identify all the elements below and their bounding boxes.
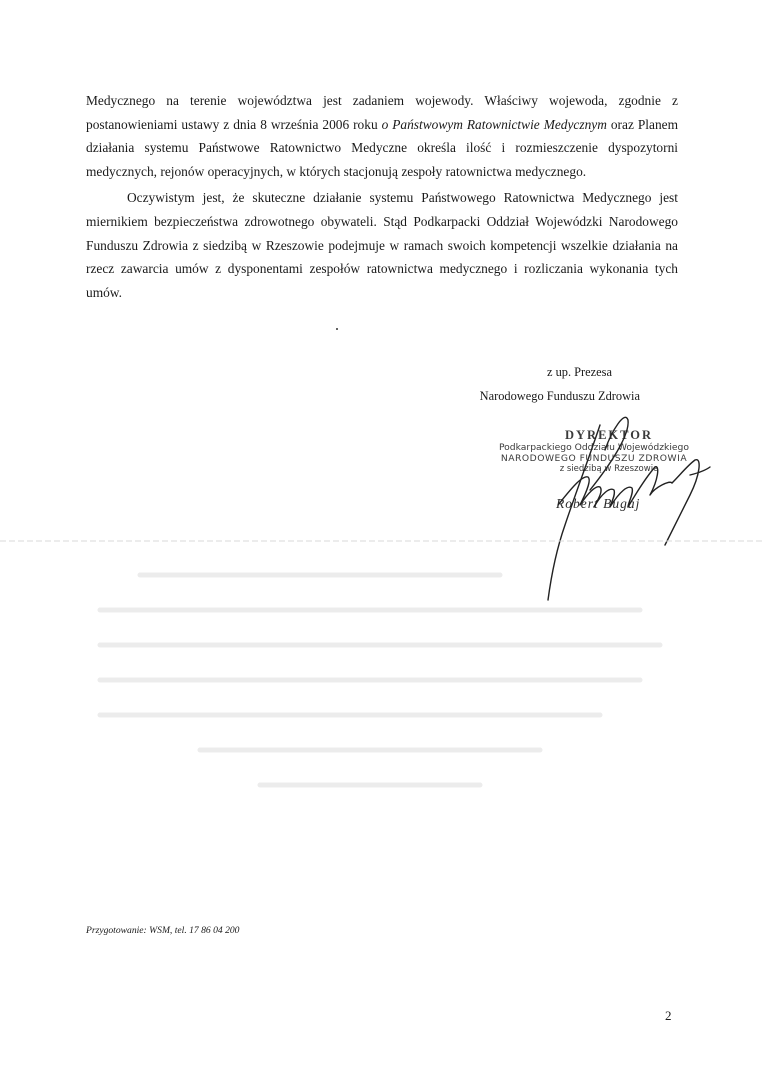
stamp-org-line-1: Podkarpackiego Oddziału Wojewódzkiego	[498, 442, 690, 453]
paragraph-1-part1: Medycznego na terenie województwa jest zadaniem wojewody. Właściwy wojewoda, zgodnie z postanowieniami ustawy z dnia 8 września 2006 roku	[86, 93, 678, 132]
bleed-through-shadow	[80, 560, 680, 820]
signature-line-1: z up. Prezesa	[546, 365, 612, 379]
stray-dot	[336, 328, 338, 330]
scan-artifact-line	[0, 540, 764, 542]
stamp-title: DYREKTOR	[564, 428, 653, 442]
stamp-org-line-2: NARODOWEGO FUNDUSZU ZDROWIA	[500, 453, 688, 464]
paragraph-1	[86, 89, 678, 183]
stamp-name: Robert Bugaj	[556, 496, 641, 511]
prepared-by-note: Przygotowanie: WSM, tel. 17 86 04 200	[86, 925, 240, 936]
stamp-org-line-3: z siedzibą w Rzeszowie	[559, 464, 659, 474]
page-number: 2	[665, 1008, 672, 1023]
letter-body	[86, 89, 678, 304]
signature-line-2: Narodowego Funduszu Zdrowia	[479, 389, 640, 403]
paragraph-1-part2: oraz Planem działania systemu Państwowe Ratownictwo Medyczne określa ilość i rozmieszczenie dyspozytorni medycznych, rejonów operacyjnych, w których stacjonują zespoły ratownictwa medycznego.	[86, 116, 679, 179]
paragraph-2: Oczywistym jest, że skuteczne działanie systemu Państwowego Ratownictwa Medycznego jest miernikiem bezpieczeństwa zdrowotnego obywateli. Stąd Podkarpacki Oddział Wojewódzki Narodowego Funduszu Zdrowia z siedzibą w Rzeszowie podejmuje w ramach swoich kompetencji wszelkie działania na rzecz zawarcia umów z dysponentami zespołów ratownictwa medycznego i rozliczania wykonania tych umów.	[86, 190, 678, 300]
law-title: o Państwowym Ratownictwie Medycznym	[381, 116, 607, 132]
